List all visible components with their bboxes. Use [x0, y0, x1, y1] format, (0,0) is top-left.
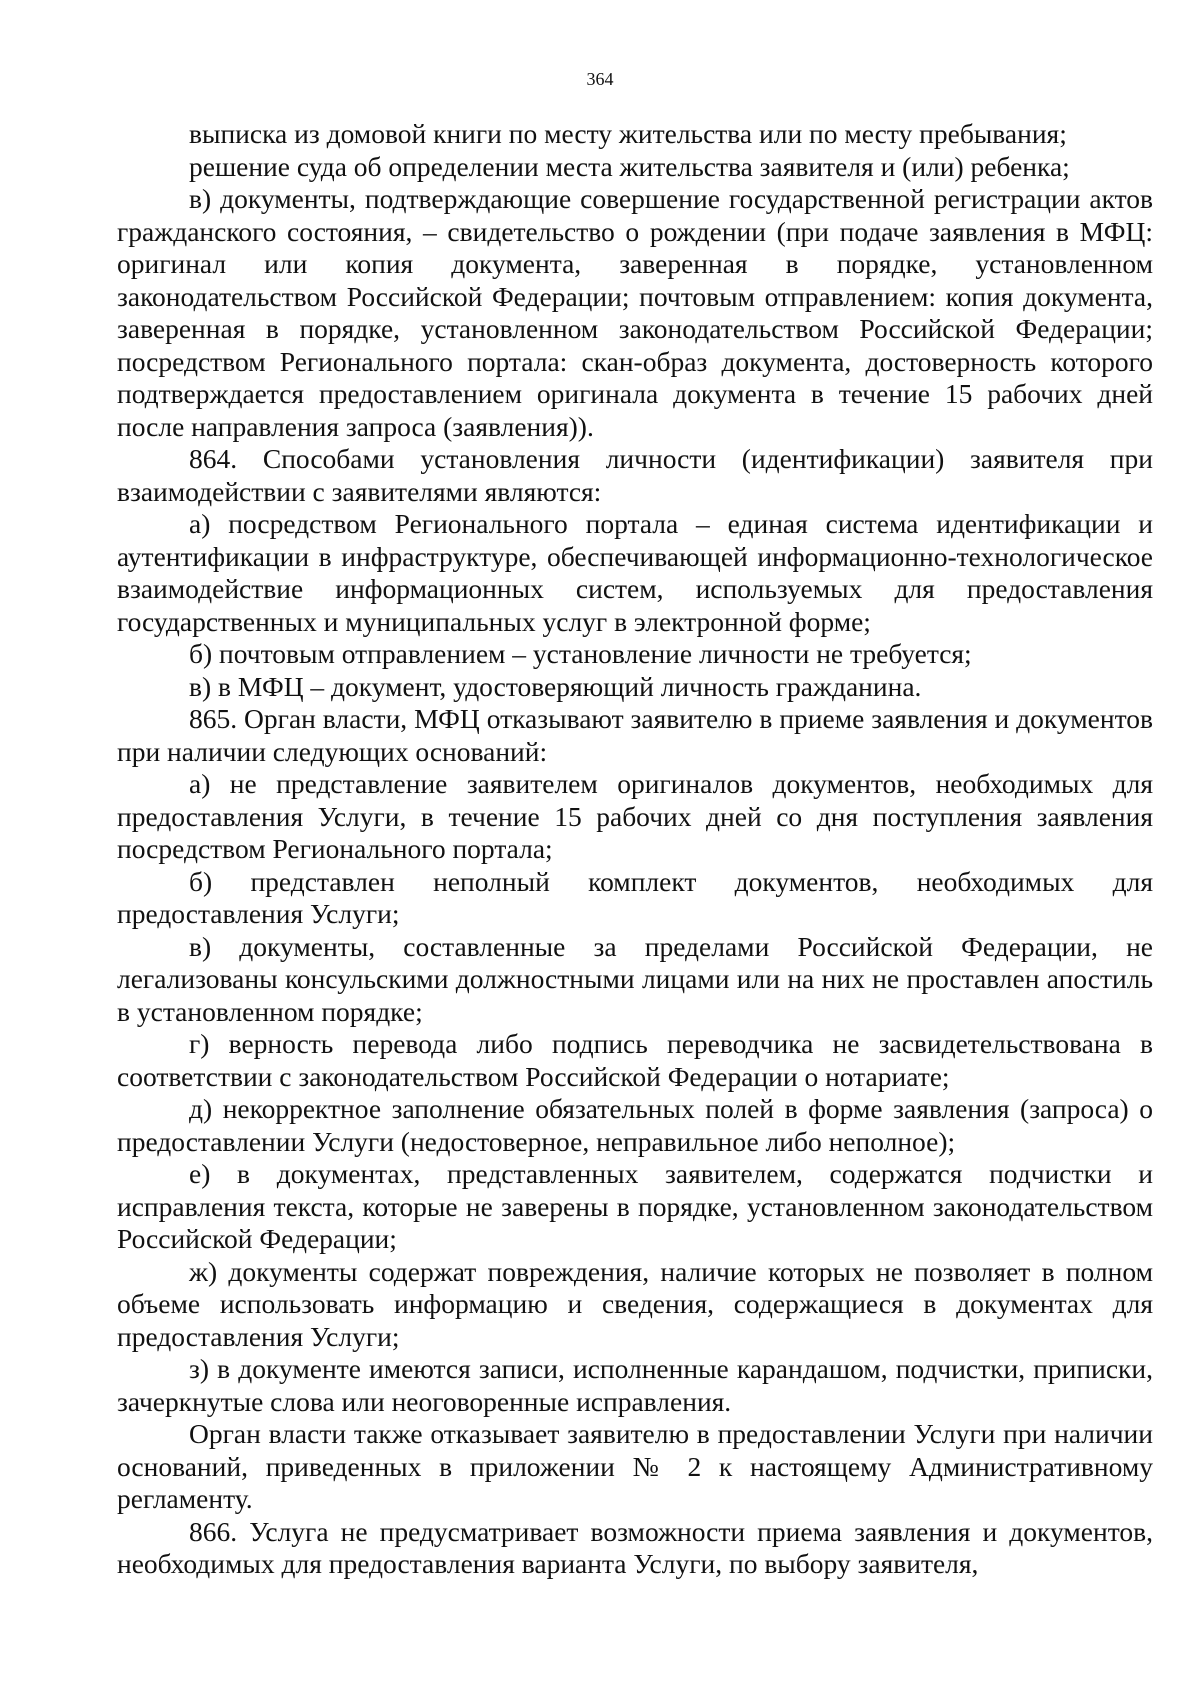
page-number: 364 [586, 69, 614, 89]
paragraph-service-refusal: Орган власти также отказывает заявителю в предоставлении Услуги при наличии оснований, приведенных в приложении № 2 к настоящему Административному регламенту. [117, 1418, 1153, 1514]
paragraph-865-zh: ж) документы содержат повреждения, наличие которых не позволяет в полном объеме использовать информацию и сведения, содержащиеся в документах для предоставления Услуги; [117, 1255, 1153, 1352]
paragraph-865-e: е) в документах, представленных заявителем, содержатся подчистки и исправления текста, которые не заверены в порядке, установленном законодательством Российской Федерации; [117, 1158, 1153, 1254]
paragraph-865-d: д) некорректное заполнение обязательных полей в форме заявления (запроса) о предоставлении Услуги (недостоверное, неправильное либо неполное); [117, 1093, 1153, 1157]
paragraph-866: 866. Услуга не предусматривает возможности приема заявления и документов, необходимых для предоставления варианта Услуги, по выбору заявителя, [117, 1515, 1153, 1579]
paragraph-865-refusal-grounds: 865. Орган власти, МФЦ отказывают заявителю в приеме заявления и документов при наличии следующих оснований: [117, 703, 1153, 767]
paragraph-864-a: а) посредством Регионального портала – единая система идентификации и аутентификации в инфраструктуре, обеспечивающей информационно-технологическое взаимодействие информационных систем, используемых для предоставления государственных и муниципальных услуг в электронной форме; [117, 508, 1153, 637]
paragraph-865-b: б) представлен неполный комплект документов, необходимых для предоставления Услуги; [117, 865, 1153, 929]
paragraph-865-v: в) документы, составленные за пределами Российской Федерации, не легализованы консульскими должностными лицами или на них не проставлен апостиль в установленном порядке; [117, 930, 1153, 1027]
document-body [117, 118, 1153, 1581]
paragraph-court-decision: решение суда об определении места жительства заявителя и (или) ребенка; [189, 150, 1070, 182]
paragraph-865-g: г) верность перевода либо подпись переводчика не засвидетельствована в соответствии с законодательством Российской Федерации о нотариате; [117, 1028, 1153, 1092]
paragraph-865-z: з) в документе имеются записи, исполненные карандашом, подчистки, приписки, зачеркнутые слова или неоговоренные исправления. [117, 1353, 1153, 1417]
paragraph-865-a: а) не представление заявителем оригиналов документов, необходимых для предоставления Услуги, в течение 15 рабочих дней со дня поступления заявления посредством Регионального портала; [117, 768, 1153, 864]
paragraph-864-b: б) почтовым отправлением – установление личности не требуется; [189, 638, 972, 669]
paragraph-house-book-extract: выписка из домовой книги по месту жительства или по месту пребывания; [189, 118, 1067, 149]
paragraph-civil-registration-docs: в) документы, подтверждающие совершение государственной регистрации актов гражданского состояния, – свидетельство о рождении (при подаче заявления в МФЦ: оригинал или копия документа, заверенная в порядке, установленном законодательством Российской Федерации; почтовым отправлением: копия документа, заверенная в порядке, установленном законодательством Российской Федерации; посредством Регионального портала: скан-образ документа, достоверность которого подтверждается предоставлением оригинала документа в течение 15 рабочих дней после направления запроса (заявления)). [117, 183, 1153, 442]
paragraph-864-identification: 864. Способами установления личности (идентификации) заявителя при взаимодействии с заявителями являются: [117, 443, 1153, 507]
paragraph-864-v: в) в МФЦ – документ, удостоверяющий личность гражданина. [189, 670, 922, 702]
